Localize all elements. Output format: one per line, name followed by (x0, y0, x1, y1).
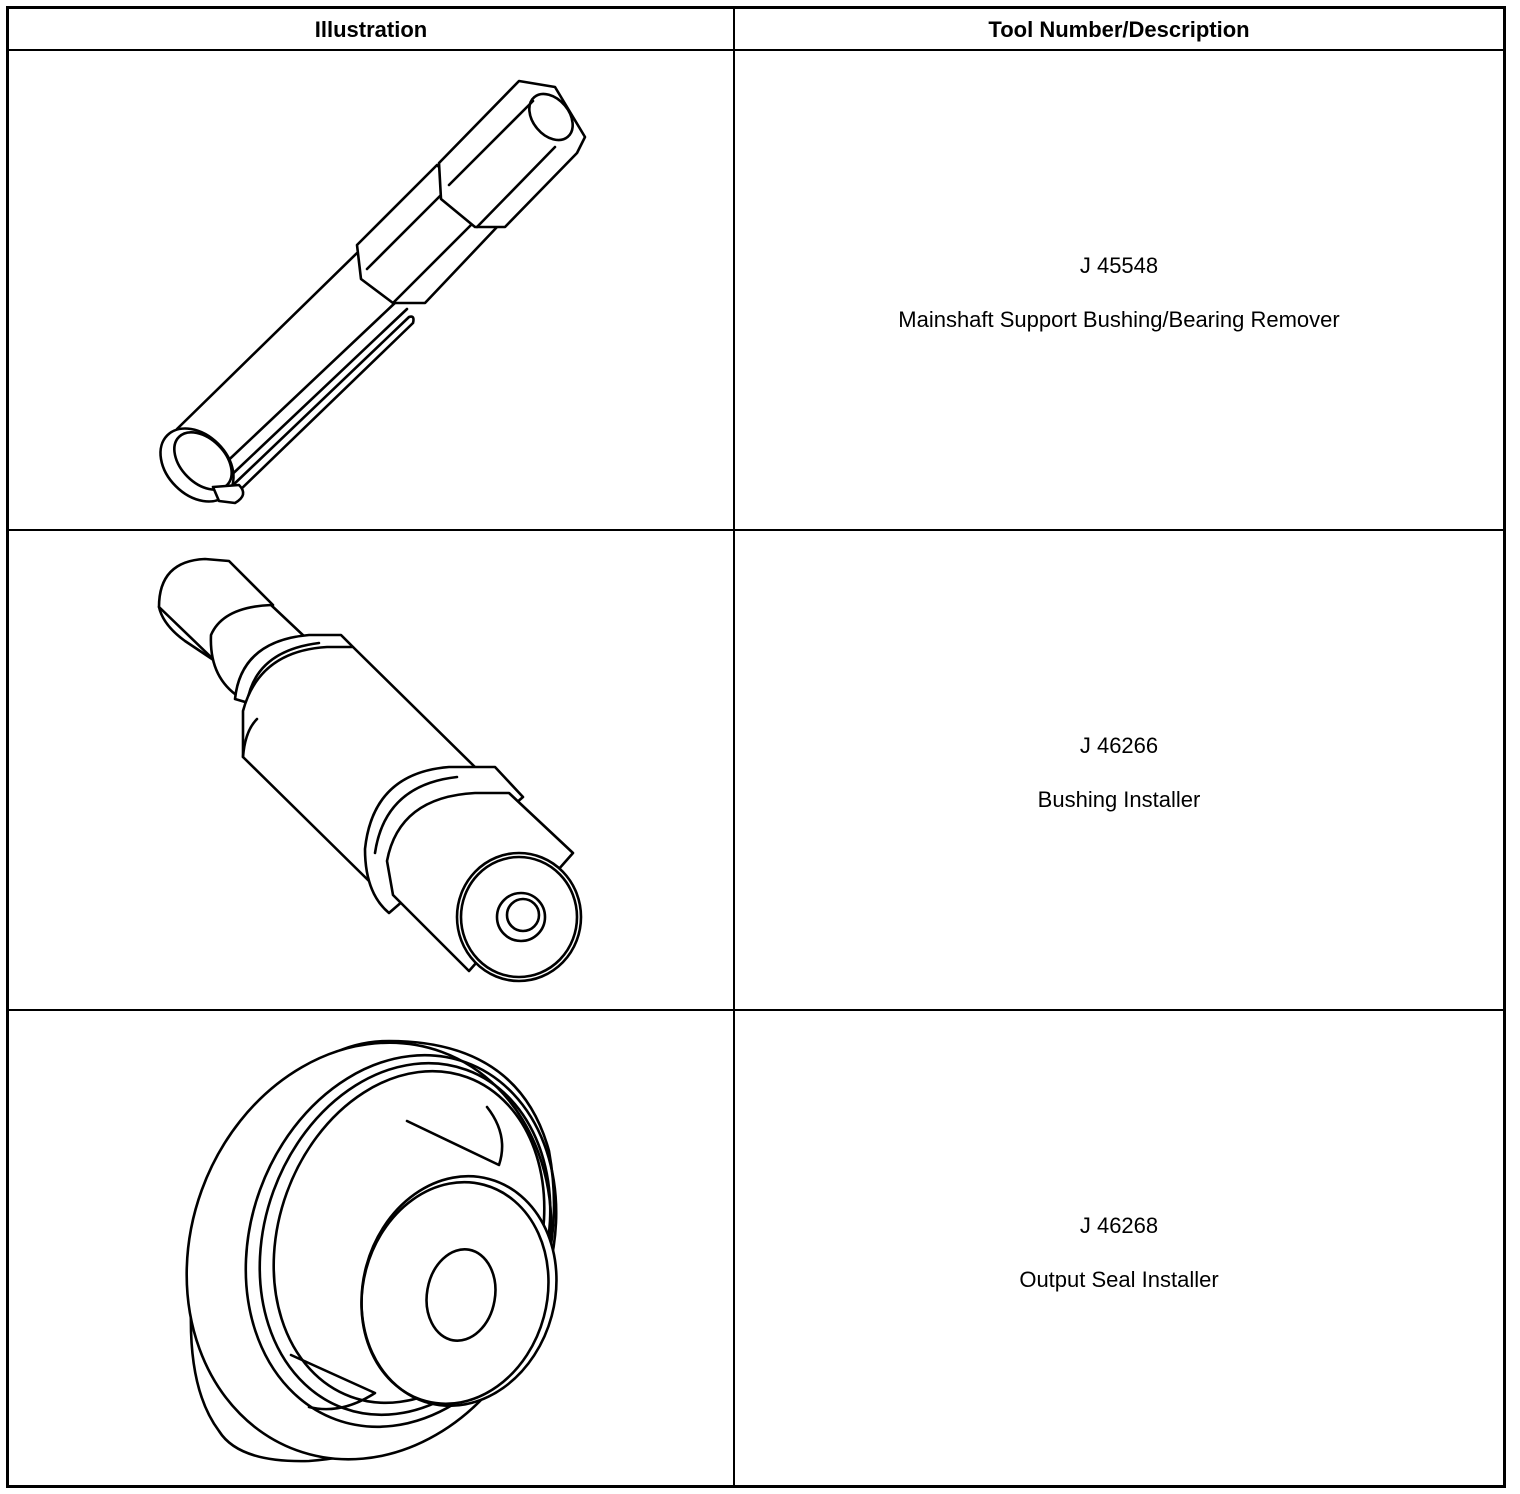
tool-description: Mainshaft Support Bushing/Bearing Remover (898, 307, 1340, 332)
table-row (9, 51, 1503, 531)
table-header-row (9, 9, 1503, 51)
description-cell (735, 531, 1503, 1009)
description-cell (735, 51, 1503, 529)
bushing-installer-illustration (9, 531, 733, 1009)
output-seal-installer-illustration (9, 1011, 733, 1489)
description-cell (735, 1011, 1503, 1485)
tool-description: Output Seal Installer (1019, 1267, 1219, 1292)
tool-number: J 45548 (1079, 253, 1159, 278)
illustration-cell (9, 531, 733, 1009)
tool-number: J 46268 (1079, 1213, 1159, 1238)
bushing-bearing-remover-illustration (9, 51, 733, 529)
table-row (9, 1011, 1503, 1485)
tool-description: Bushing Installer (1037, 787, 1201, 812)
header-illustration: Illustration (314, 17, 428, 42)
illustration-cell (9, 51, 733, 529)
illustration-cell (9, 1011, 733, 1485)
header-tool-number-description: Tool Number/Description (988, 17, 1250, 42)
table-row (9, 531, 1503, 1011)
special-tools-table (6, 6, 1506, 1488)
tool-number: J 46266 (1079, 733, 1159, 758)
